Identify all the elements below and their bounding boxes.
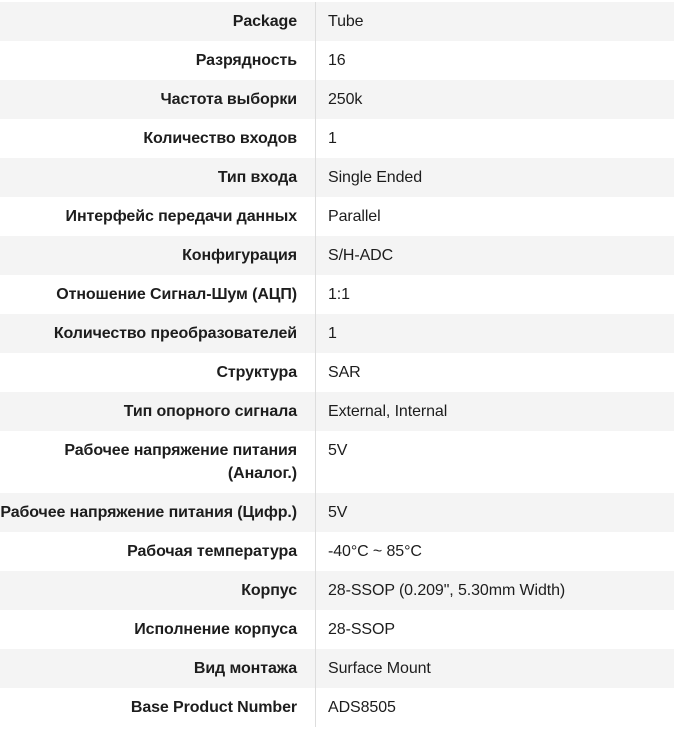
row-value: 28-SSOP — [328, 621, 395, 638]
table-row — [0, 275, 674, 314]
row-value: 1 — [328, 325, 337, 342]
row-value: 1:1 — [328, 286, 350, 303]
row-label: Количество преобразователей — [0, 314, 316, 353]
row-label: Интерфейс передачи данных — [0, 197, 316, 236]
row-value: Parallel — [328, 208, 381, 225]
table-row — [0, 571, 674, 610]
row-value: -40°C ~ 85°C — [328, 543, 422, 560]
table-row — [0, 158, 674, 197]
row-value: 5V — [328, 442, 348, 459]
row-label: Корпус — [0, 571, 316, 610]
row-value: ADS8505 — [328, 699, 396, 716]
row-value: 5V — [328, 504, 348, 521]
row-value: Tube — [328, 13, 364, 30]
row-label: Частота выборки — [0, 80, 316, 119]
row-value: Single Ended — [328, 169, 422, 186]
row-label: Base Product Number — [0, 688, 316, 727]
table-row — [0, 610, 674, 649]
row-label: Рабочая температура — [0, 532, 316, 571]
row-label: Вид монтажа — [0, 649, 316, 688]
table-row — [0, 532, 674, 571]
row-value: 16 — [328, 52, 346, 69]
table-row — [0, 236, 674, 275]
row-label: Отношение Сигнал-Шум (АЦП) — [0, 275, 316, 314]
row-label: Тип опорного сигнала — [0, 392, 316, 431]
row-label: Разрядность — [0, 41, 316, 80]
row-label: Структура — [0, 353, 316, 392]
row-label: Рабочее напряжение питания (Аналог.) — [0, 431, 316, 493]
row-label: Package — [0, 2, 316, 41]
row-value: SAR — [328, 364, 361, 381]
row-label: Тип входа — [0, 158, 316, 197]
row-value: Surface Mount — [328, 660, 431, 677]
table-row — [0, 314, 674, 353]
row-value: External, Internal — [328, 403, 448, 420]
row-label: Конфигурация — [0, 236, 316, 275]
table-row — [0, 119, 674, 158]
table-row — [0, 80, 674, 119]
table-row — [0, 197, 674, 236]
table-row — [0, 493, 674, 532]
table-row — [0, 649, 674, 688]
table-row — [0, 431, 674, 493]
table-row — [0, 41, 674, 80]
row-label: Исполнение корпуса — [0, 610, 316, 649]
row-value: 250k — [328, 91, 363, 108]
row-value: 28-SSOP (0.209", 5.30mm Width) — [328, 582, 566, 599]
table-row — [0, 353, 674, 392]
table-row — [0, 2, 674, 41]
table-row — [0, 688, 674, 727]
table-row — [0, 392, 674, 431]
row-label: Количество входов — [0, 119, 316, 158]
row-value: 1 — [328, 130, 337, 147]
row-label: Рабочее напряжение питания (Цифр.) — [0, 493, 316, 532]
row-value: S/H-ADC — [328, 247, 394, 264]
